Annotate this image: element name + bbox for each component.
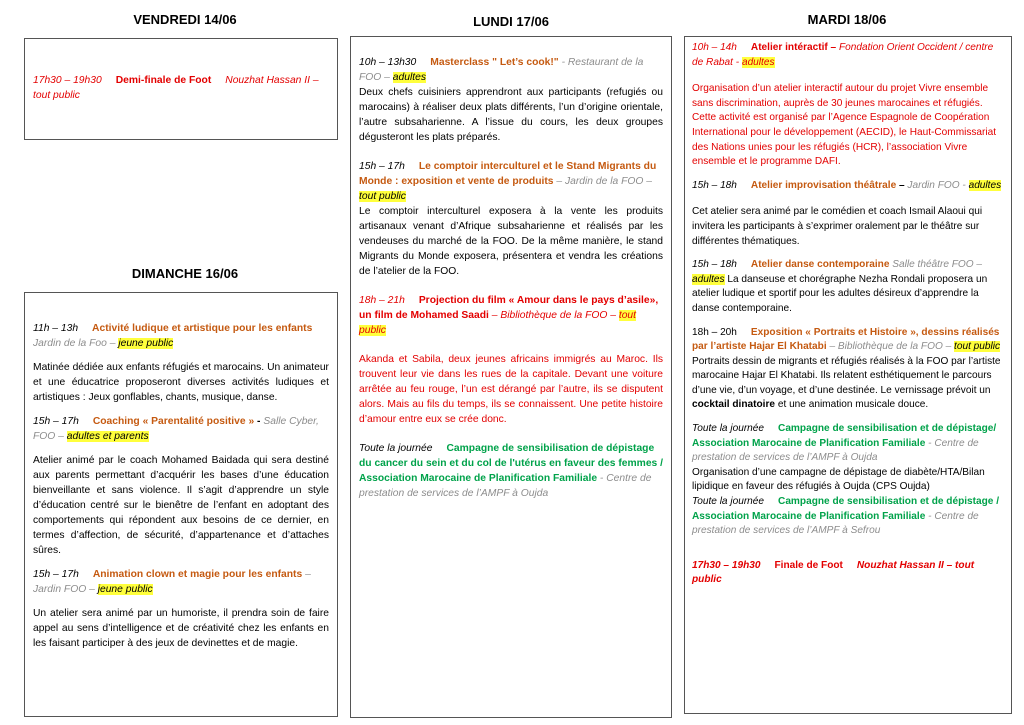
box-vendredi [24, 38, 338, 140]
event-time: Toute la journée [692, 423, 765, 435]
column-title-lundi: LUNDI 17/06 [473, 14, 549, 29]
event-title: Animation clown et magie pour les enfants [92, 569, 303, 580]
event-title: Campagne de sensibilisation et de dépistage/ Association Marocaine de Planification Familiale [692, 423, 997, 449]
event-title: Le comptoir interculturel et le Stand Migrants du Monde : exposition et vente de produits [359, 161, 657, 187]
event-description-bold: cocktail dinatoire [692, 399, 776, 411]
event-description: Organisation d’un atelier interactif autour du projet Vivre ensemble sans discrimination, auprès de 30 jeunes marocaines et réfugiés. Cette activité est organisé par l’Agence Espagnole de Coopération International pour le développement (AECID), le Haut-Commissariat des Nations unies pour les réfugiés (HCR), l’association Vivre ensemble et le programme DAFI. [692, 83, 997, 168]
event-campagne-oujda [692, 422, 1004, 466]
column-title-vendredi: VENDREDI 14/06 [133, 12, 237, 27]
event-place: - Restaurant de la FOO – [359, 57, 644, 83]
audience-badge: adultes et parents [66, 431, 149, 442]
event-description: Atelier animé par le coach Mohamed Baidada qui sera destiné aux parents permettant d’acquérir les bases d’une éducation bienveillante et sans violence. Il s’agit d’apprendre un style d’éducation centré sur le bienêtre de l’enfant en adoptant des comportements qui répondent aux besoins de ce dernier, en termes d’affection, de sécurité, d’appartenance et d’attaches sûres. [33, 455, 329, 556]
event-place: Jardin FOO - [907, 179, 966, 191]
event-description: Organisation d’une campagne de dépistage de diabète/HTA/Bilan lipidique en faveur des réfugiés à Oujda (CPS Oujda) [692, 466, 985, 493]
event-exposition [692, 326, 1004, 414]
event-organizer: Fondation Orient Occident / centre de Rabat - [692, 42, 994, 68]
audience-badge: adultes [392, 72, 426, 83]
event-title: Atelier danse contemporaine [750, 259, 890, 271]
event-time: 15h – 18h [692, 179, 737, 191]
box-mardi [684, 36, 1012, 714]
event-campagne-sefrou [692, 495, 1004, 539]
event-projection [359, 293, 663, 338]
event-comptoir [359, 159, 663, 204]
event-title: Finale de Foot [774, 559, 843, 571]
event-demi-finale [33, 73, 329, 103]
event-place: - Centre de prestation de services de l’AMPF à Sefrou [692, 510, 979, 537]
event-activite-ludique [33, 321, 329, 351]
event-danse [692, 258, 1004, 316]
event-place: Nouzhat Hassan II – tout public [692, 559, 975, 586]
event-coaching [33, 414, 329, 444]
event-description: Matinée dédiée aux enfants réfugiés et marocains. Un animateur et une éducatrice proposeront diverses activités ludiques et artistiques : Jeux gonflables, chants, musique, danse. [33, 362, 329, 403]
event-description-end: et une animation musicale douce. [777, 399, 929, 411]
audience-badge: adultes [741, 56, 775, 68]
audience-badge: adultes [692, 273, 725, 285]
event-title: Exposition « Portraits et Histoire », dessins réalisés par l’artiste Hajar El Khatabi [692, 326, 1000, 353]
column-title-mardi: MARDI 18/06 [807, 12, 887, 27]
event-title: Demi-finale de Foot [115, 75, 212, 86]
event-time: 15h – 17h [33, 569, 79, 580]
audience-badge: tout public [954, 341, 1001, 353]
box-dimanche [24, 292, 338, 717]
event-audience: tout public [33, 90, 80, 101]
event-place: – Jardin de la FOO – [556, 176, 652, 187]
event-place: - Centre de prestation de services de l’AMPF à Oujda [692, 437, 979, 464]
audience-badge: tout public [359, 191, 406, 202]
event-title: Atelier intéractif – [750, 42, 837, 53]
event-time: Toute la journée [692, 496, 765, 508]
event-masterclass [359, 55, 663, 85]
event-time: 15h – 18h [692, 259, 737, 271]
event-description: Le comptoir interculturel exposera à la vente les produits artisanaux venant d’Afrique subsaharienne et réalisés par les vendeuses du marché de la FOO. De la même manière, le stand Migrants du Monde exposera, présentera et vendra les créations de l’atelier de la FOO. [359, 206, 663, 277]
event-place: – Jardin FOO – [33, 569, 311, 595]
audience-badge: tout public [359, 310, 637, 336]
event-time: 15h – 17h [33, 416, 79, 427]
event-description: Cet atelier sera animé par le comédien et coach Ismail Alaoui qui invitera les participants à s’exprimer oralement par le théâtre sur différentes thématiques. [692, 206, 983, 247]
event-place: Nouzhat Hassan II – [225, 75, 319, 86]
event-description: Deux chefs cuisiniers apprendront aux participants (refugiés ou marocains) à réaliser deux plats différents, l’un d’origine orientale, l’autre subsaharienne. A l’issue du cours, les deux groupes dégusteront les plats préparés. [359, 87, 663, 143]
event-description: Akanda et Sabila, deux jeunes africains immigrés au Maroc. Ils trouvent leur vie dans les rues de la capitale. Devant une voiture arrêtée au feu rouge, l’un est dérangé par l’autre, ils se disputent alors. Mais au fils du temps, ils se connaissent. Une petite histoire d’amour entre eux se crée donc. [359, 354, 663, 425]
event-description: Un atelier sera animé par un humoriste, il prendra soin de faire appel au sens d’intelligence et de créativité chez les enfants en les faisant participer à des jeux de devinettes et de magie. [33, 608, 329, 649]
event-finale [692, 559, 1004, 588]
event-time: 17h30 – 19h30 [692, 559, 761, 571]
event-place: - Centre de prestation de services de l’AMPF à Oujda [359, 473, 652, 499]
event-description: La danseuse et chorégraphe Nezha Rondali proposera un atelier ludique et sportif pour les adultes désireux d’apprendre la danse contemporaine. [692, 273, 988, 314]
event-place: Jardin de la Foo – [33, 338, 116, 349]
event-title: Activité ludique et artistique pour les enfants [92, 323, 313, 334]
event-time: Toute la journée [359, 443, 433, 454]
event-title: Atelier improvisation théâtrale [750, 179, 897, 191]
event-time: 17h30 – 19h30 [33, 75, 102, 86]
event-time: 11h – 13h [33, 323, 79, 334]
audience-badge: adultes [968, 179, 1002, 191]
event-place: – Bibliothèque de la FOO – [829, 341, 952, 353]
audience-badge: jeune public [97, 584, 153, 595]
event-time: 15h – 17h [359, 161, 405, 172]
event-dash: - [254, 416, 261, 427]
event-title: Campagne de sensibilisation de dépistage du cancer du sein et du col de l'utérus en faveur des femmes / Association Marocaine de Planification Familiale [359, 443, 664, 484]
event-time: 18h – 20h [692, 326, 737, 338]
event-time: 10h – 13h30 [359, 57, 417, 68]
event-place: Salle théâtre FOO – [892, 259, 983, 271]
event-campagne-cancer [359, 441, 663, 501]
event-time: 18h – 21h [359, 295, 405, 306]
event-place: – Bibliothèque de la FOO – [491, 310, 616, 321]
event-place: Salle Cyber, FOO – [33, 416, 319, 442]
event-improvisation [692, 179, 1004, 194]
event-title: Masterclass " Let’s cook!" [430, 57, 559, 68]
event-time: 10h – 14h [692, 42, 737, 53]
event-description: Portraits dessin de migrants et réfugiés réalisés à la FOO par l’artiste marocaine Hajar El Khatabi. Ils relatent esthétiquement le parcours d’une vie, d’un voyage, et d’une destinée. Le vernissage prévoit un [692, 355, 1001, 396]
event-atelier-interactif [692, 41, 1004, 70]
event-title: Projection du film « Amour dans le pays d’asile», un film de Mohamed Saadi [359, 295, 659, 321]
box-lundi [350, 36, 672, 718]
event-title: Coaching « Parentalité positive » [92, 416, 255, 427]
column-title-dimanche: DIMANCHE 16/06 [131, 266, 239, 281]
event-dash: – [896, 179, 905, 191]
event-clown [33, 567, 329, 597]
event-title: Campagne de sensibilisation et de dépistage / Association Marocaine de Planification Familiale [692, 496, 1000, 522]
audience-badge: jeune public [118, 338, 174, 349]
